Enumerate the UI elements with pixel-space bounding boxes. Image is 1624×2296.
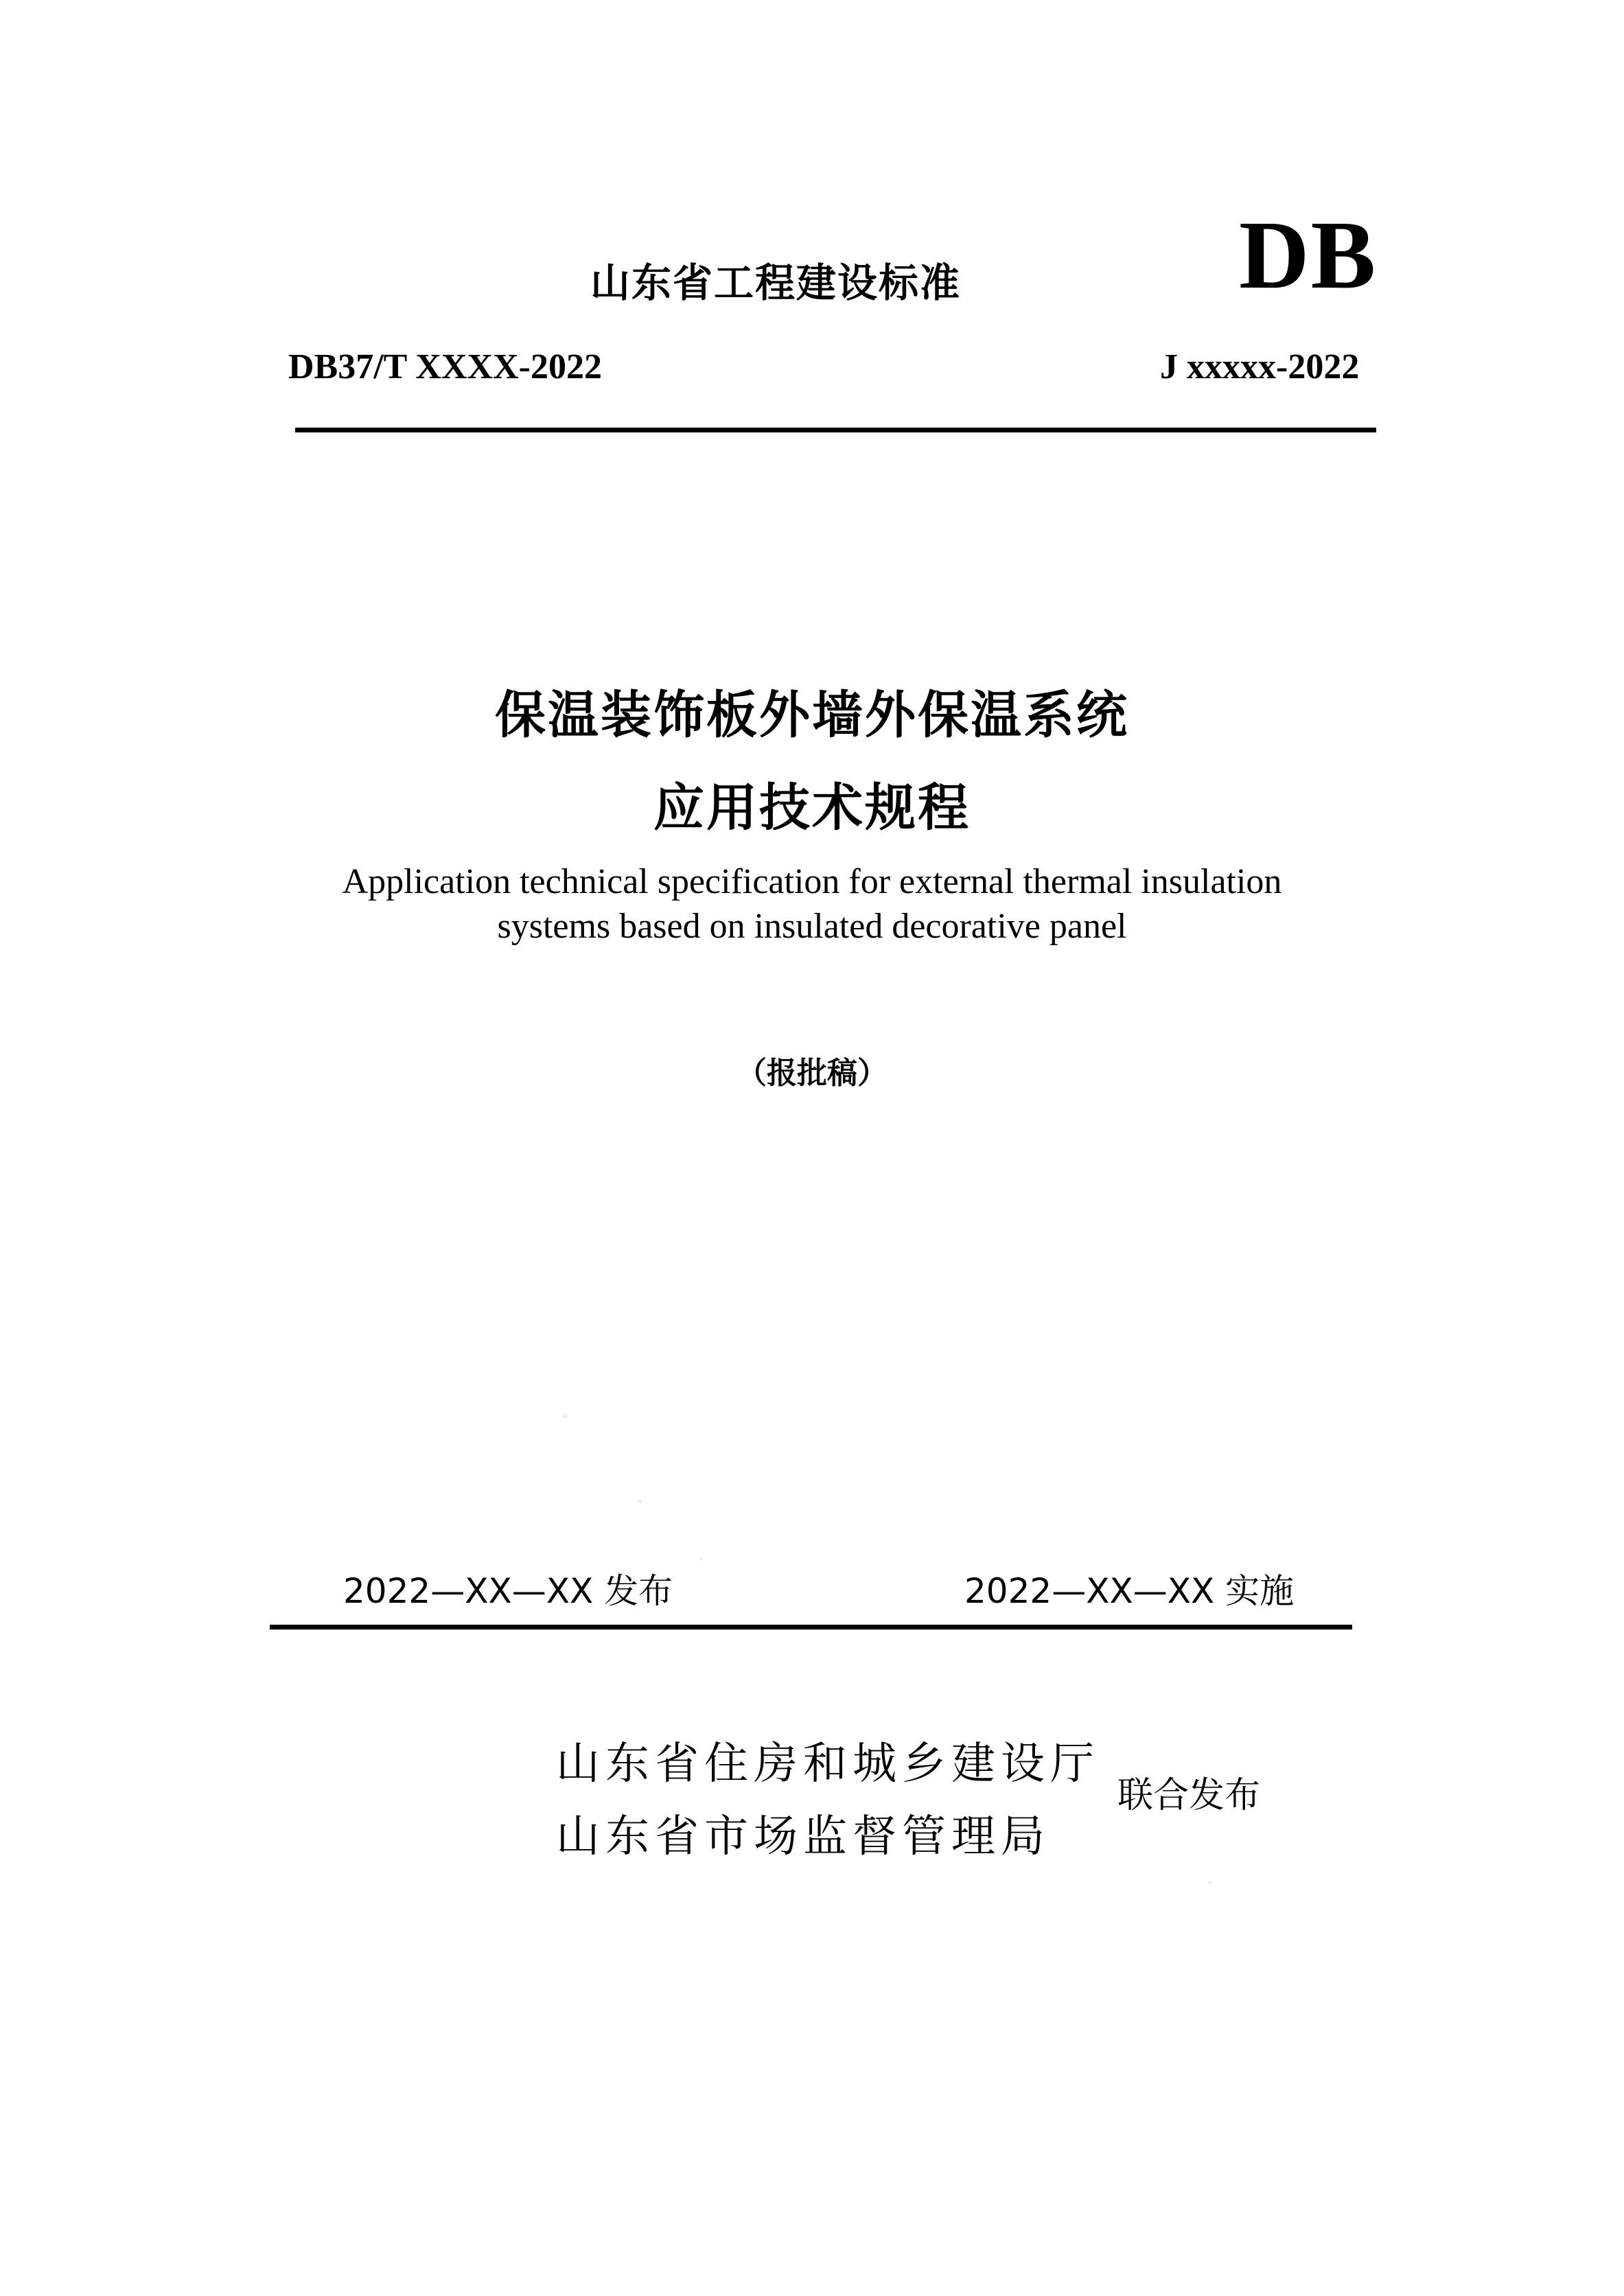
title-cn-line-2: 应用技术规程 xyxy=(653,778,971,837)
scan-speck xyxy=(700,1558,703,1561)
scan-speck xyxy=(1208,1881,1211,1884)
bottom-divider xyxy=(270,1625,1352,1630)
scan-speck xyxy=(563,1414,567,1418)
title-en-line-1: Application technical specification for external thermal insulation xyxy=(342,862,1282,901)
issuer-market-regulation-bureau: 山东省市场监督管理局 xyxy=(556,1811,1050,1862)
top-divider xyxy=(295,428,1376,432)
draft-status-label: （报批稿） xyxy=(736,1056,888,1091)
standard-category-title: 山东省工程建设标准 xyxy=(590,259,962,306)
title-cn-line-1: 保温装饰板外墙外保温系统 xyxy=(495,686,1129,745)
joint-release-label: 联合发布 xyxy=(1117,1775,1261,1816)
record-code: J xxxxx-2022 xyxy=(1160,347,1360,386)
db-mark: DB xyxy=(1239,200,1378,309)
title-en-line-2: systems based on insulated decorative panel xyxy=(497,907,1127,946)
scan-speck xyxy=(638,1500,642,1503)
issuer-housing-department: 山东省住房和城乡建设厅 xyxy=(556,1739,1100,1789)
effective-date: 2022—XX—XX 实施 xyxy=(964,1571,1295,1611)
publish-date: 2022—XX—XX 发布 xyxy=(343,1571,673,1611)
standard-code: DB37/T XXXX-2022 xyxy=(288,347,602,386)
